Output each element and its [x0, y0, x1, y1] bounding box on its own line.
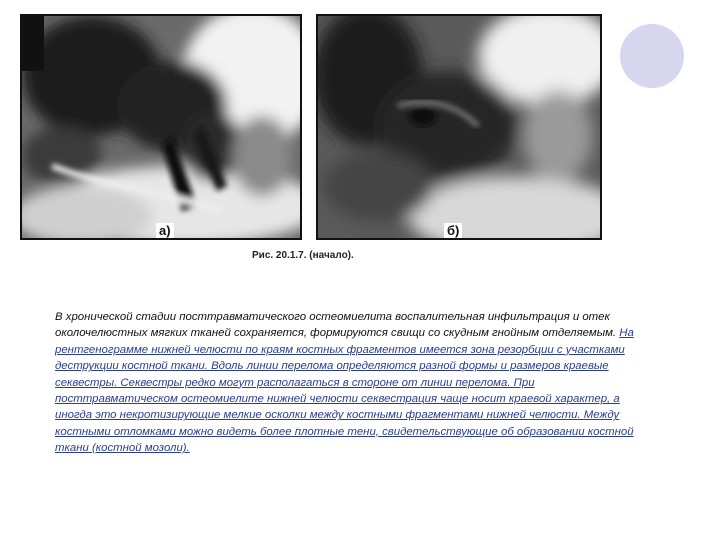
decorative-circle [620, 24, 684, 88]
body-plain-text: В хронической стадии посттравматического остеомиелита воспалительная инфильтрация и отек околочелюстных мягких тканей сохраняется, формируются свищи со скудным гнойным отделяемым. [55, 311, 620, 340]
xray-image-b [316, 14, 602, 240]
panel-label-a: а) [156, 223, 174, 238]
xray-figure [20, 14, 602, 264]
panel-label-b: б) [444, 223, 462, 238]
body-linked-text[interactable]: На рентгенограмме нижней челюсти по краям костных фрагментов имеется зона резорбции с участками деструкции костной ткани. Вдоль линии перелома определяются разной формы и размеров краевые секвестры. Секвестры редко могут располагаться в стороне от линии перелома. При посттравматическом остеомиелите нижней челюсти секвестрация чаще носит краевой характер, а иногда это некротизирующие мелкие осколки между костными фрагментами нижней челюсти. Между костными отломками можно видеть более плотные тени, свидетельствующие об образовании костной ткани (костной мозоли). [55, 327, 634, 455]
body-paragraph [55, 309, 655, 457]
xray-image-a [20, 14, 302, 240]
figure-caption: Рис. 20.1.7. (начало). [252, 250, 354, 261]
